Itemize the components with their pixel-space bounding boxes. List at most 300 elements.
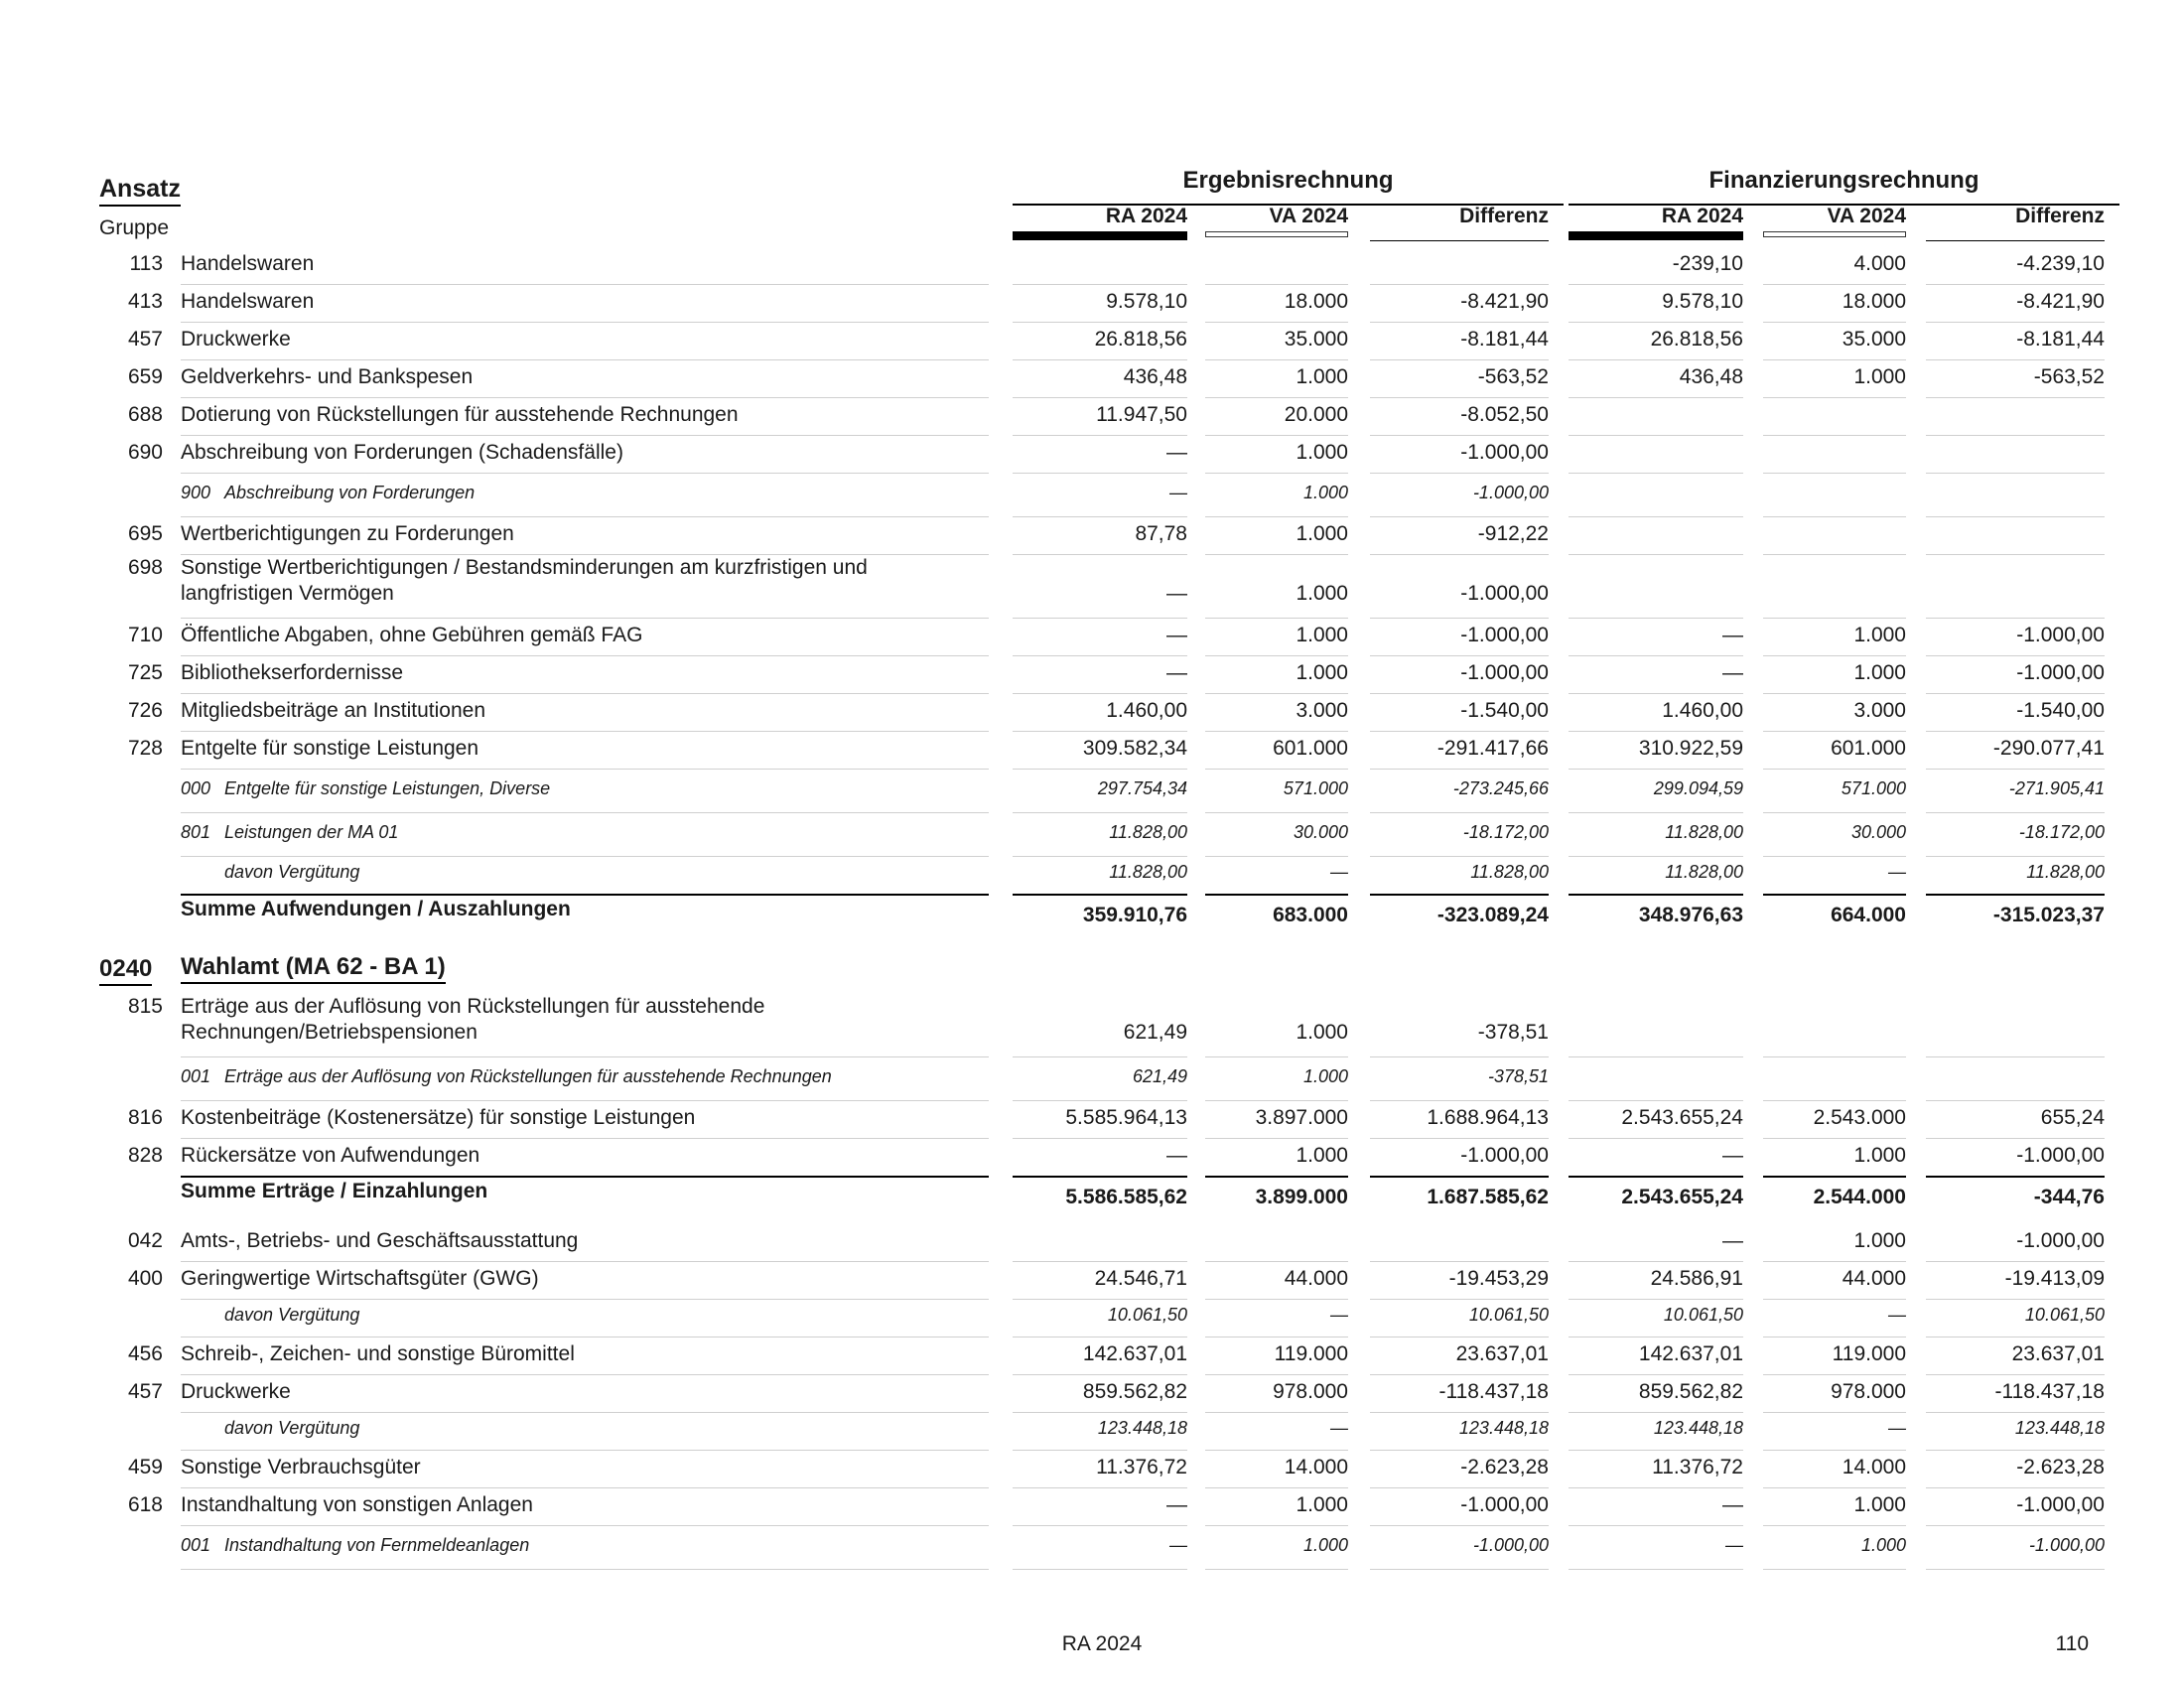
sub-code: 900	[181, 483, 211, 502]
row-label: Schreib-, Zeichen- und sonstige Büromittel	[181, 1342, 575, 1365]
row-separator	[1569, 655, 1743, 656]
row-code: 457	[127, 328, 163, 351]
row-separator	[1013, 1138, 1187, 1139]
value-cell: 4.000	[1853, 252, 1906, 275]
value-cell: 30.000	[1850, 822, 1906, 842]
row-separator	[1569, 812, 1743, 813]
row-separator	[1013, 693, 1187, 694]
value-cell: 2.543.655,24	[1621, 1106, 1743, 1129]
row-separator	[1763, 1569, 1906, 1570]
value-cell: 11.828,00	[1109, 862, 1187, 882]
row-separator	[1926, 769, 2105, 770]
row-separator	[1205, 856, 1348, 857]
row-separator	[1569, 359, 1743, 360]
row-label: Bibliothekserfordernisse	[181, 661, 404, 684]
row-separator	[1763, 435, 1906, 436]
row-separator	[181, 1487, 989, 1488]
row-code: 726	[127, 699, 163, 722]
sum-row	[0, 896, 2184, 943]
value-cell: 664.000	[1831, 904, 1906, 926]
row-separator	[1569, 769, 1743, 770]
row-separator	[1569, 1100, 1743, 1101]
value-cell: 2.543.000	[1813, 1106, 1906, 1129]
sub-code: 000	[181, 778, 211, 798]
table-row	[0, 1225, 2184, 1263]
row-separator	[181, 1374, 989, 1375]
value-cell: 142.637,01	[1082, 1342, 1187, 1365]
value-cell: 859.562,82	[1638, 1380, 1743, 1403]
value-cell: —	[1166, 441, 1187, 464]
value-cell: 11.828,00	[2026, 862, 2105, 882]
value-cell: -4.239,10	[2016, 252, 2105, 275]
row-separator	[1763, 812, 1906, 813]
diff-underline-f	[1926, 240, 2105, 241]
value-cell: 3.000	[1853, 699, 1906, 722]
value-cell: 297.754,34	[1097, 778, 1187, 798]
row-separator	[181, 284, 989, 285]
row-separator	[1926, 1569, 2105, 1570]
table-row	[0, 1414, 2184, 1452]
value-cell: 44.000	[1842, 1267, 1906, 1290]
section-label: Wahlamt (MA 62 - BA 1)	[181, 953, 446, 984]
row-separator	[1763, 1450, 1906, 1451]
value-cell: -18.172,00	[1462, 822, 1549, 842]
row-separator	[1926, 1138, 2105, 1139]
table-row	[0, 1452, 2184, 1489]
row-label: Rückersätze von Aufwendungen	[181, 1144, 480, 1167]
row-label: Abschreibung von Forderungen (Schadensfälle)	[181, 441, 623, 464]
row-label: Wertberichtigungen zu Forderungen	[181, 522, 514, 545]
row-code: 710	[127, 624, 163, 646]
row-separator	[1926, 473, 2105, 474]
value-cell: 601.000	[1273, 737, 1348, 760]
row-code: 815	[127, 995, 163, 1018]
table-row	[0, 556, 2184, 620]
value-cell: 1.000	[1853, 1229, 1906, 1252]
row-code: 456	[127, 1342, 163, 1365]
row-separator	[1205, 655, 1348, 656]
value-cell: —	[1725, 1535, 1743, 1555]
table-row	[0, 858, 2184, 896]
value-cell: 11.828,00	[1470, 862, 1549, 882]
row-code: 725	[127, 661, 163, 684]
row-separator	[1205, 618, 1348, 619]
row-separator	[1763, 1412, 1906, 1413]
value-cell: —	[1169, 1535, 1187, 1555]
col-va-2024-e: VA 2024	[1269, 205, 1348, 227]
value-cell: -1.000,00	[2016, 1229, 2105, 1252]
row-label: Amts-, Betriebs- und Geschäftsausstattung	[181, 1229, 579, 1252]
row-code: 695	[127, 522, 163, 545]
value-cell: 1.688.964,13	[1427, 1106, 1549, 1129]
table-row	[0, 324, 2184, 361]
row-separator	[1763, 1374, 1906, 1375]
value-cell: -118.437,18	[1994, 1380, 2105, 1403]
row-separator	[1205, 1374, 1348, 1375]
value-cell: 44.000	[1284, 1267, 1348, 1290]
row-separator	[1569, 618, 1743, 619]
row-label-cont: langfristigen Vermögen	[181, 582, 394, 605]
row-separator	[181, 473, 989, 474]
table-row	[0, 1140, 2184, 1178]
row-separator	[1013, 812, 1187, 813]
row-separator	[1370, 655, 1549, 656]
table-row	[0, 361, 2184, 399]
table-row	[0, 286, 2184, 324]
table-row	[0, 995, 2184, 1058]
col-differenz-f: Differenz	[2015, 205, 2105, 227]
value-cell: —	[1722, 624, 1743, 646]
value-cell: 5.586.585,62	[1065, 1186, 1187, 1208]
value-cell: -1.000,00	[1460, 582, 1549, 605]
row-separator	[1013, 397, 1187, 398]
row-separator	[181, 1412, 989, 1413]
row-label: davon Vergütung	[224, 862, 360, 882]
value-cell: 35.000	[1842, 328, 1906, 351]
row-code: 618	[127, 1493, 163, 1516]
row-separator	[181, 1336, 989, 1337]
value-cell: 1.000	[1296, 522, 1348, 545]
row-separator	[1205, 1487, 1348, 1488]
row-code: 113	[129, 252, 163, 275]
value-cell: 571.000	[1841, 778, 1906, 798]
value-cell: 1.000	[1296, 624, 1348, 646]
value-cell: 119.000	[1274, 1342, 1348, 1365]
row-separator	[1013, 1336, 1187, 1337]
row-separator	[1205, 1525, 1348, 1526]
value-cell: 2.544.000	[1813, 1186, 1906, 1208]
row-separator	[1013, 1412, 1187, 1413]
row-separator	[1926, 1299, 2105, 1300]
value-cell: -2.623,28	[2016, 1456, 2105, 1478]
row-separator	[1926, 1487, 2105, 1488]
value-cell: -1.000,00	[1460, 624, 1549, 646]
value-cell: 123.448,18	[1458, 1418, 1549, 1438]
value-cell: -1.000,00	[2016, 661, 2105, 684]
value-cell: 1.000	[1302, 1066, 1348, 1086]
value-cell: -1.000,00	[1472, 483, 1549, 502]
value-cell: 11.376,72	[1096, 1456, 1187, 1478]
row-separator	[1926, 397, 2105, 398]
row-label: Summe Aufwendungen / Auszahlungen	[181, 898, 571, 920]
row-separator	[1763, 359, 1906, 360]
row-separator	[1926, 322, 2105, 323]
row-separator	[1205, 1299, 1348, 1300]
ra-marker-f	[1569, 231, 1743, 240]
ra-marker-e	[1013, 231, 1187, 240]
row-separator	[1569, 322, 1743, 323]
row-separator	[1926, 435, 2105, 436]
row-code: 828	[127, 1144, 163, 1167]
row-separator	[1205, 473, 1348, 474]
row-separator	[1370, 618, 1549, 619]
row-separator	[1926, 1450, 2105, 1451]
row-separator	[1763, 284, 1906, 285]
value-cell: -8.052,50	[1460, 403, 1549, 426]
row-separator	[181, 618, 989, 619]
row-separator	[1013, 284, 1187, 285]
row-separator	[1013, 1569, 1187, 1570]
value-cell: 35.000	[1284, 328, 1348, 351]
value-cell: —	[1169, 483, 1187, 502]
value-cell: -118.437,18	[1438, 1380, 1549, 1403]
value-cell: 655,24	[2040, 1106, 2105, 1129]
row-separator	[181, 1299, 989, 1300]
ergebnisrechnung-title: Ergebnisrechnung	[1182, 167, 1394, 194]
value-cell: -8.421,90	[1460, 290, 1549, 313]
row-separator	[1926, 856, 2105, 857]
value-cell: 10.061,50	[2024, 1305, 2105, 1325]
value-cell: 26.818,56	[1650, 328, 1743, 351]
value-cell: 30.000	[1293, 822, 1348, 842]
value-cell: 11.828,00	[1109, 822, 1187, 842]
row-separator	[1763, 1487, 1906, 1488]
value-cell: -1.000,00	[1460, 1493, 1549, 1516]
row-label: Geringwertige Wirtschaftsgüter (GWG)	[181, 1267, 539, 1290]
row-separator	[1013, 1450, 1187, 1451]
gruppe-header: Gruppe	[99, 216, 170, 239]
value-cell: -1.000,00	[2016, 1493, 2105, 1516]
value-cell: 23.637,01	[1455, 1342, 1549, 1365]
row-separator	[1370, 812, 1549, 813]
value-cell: —	[1330, 862, 1348, 882]
row-separator	[181, 1138, 989, 1139]
value-cell: —	[1330, 1418, 1348, 1438]
table-row	[0, 1376, 2184, 1414]
row-code: 728	[127, 737, 163, 760]
col-ra-2024-e: RA 2024	[1105, 205, 1187, 227]
row-separator	[1205, 1569, 1348, 1570]
section-heading	[0, 943, 2184, 995]
row-separator	[1763, 1261, 1906, 1262]
row-separator	[1569, 473, 1743, 474]
row-separator	[1370, 516, 1549, 517]
row-separator	[1926, 1525, 2105, 1526]
row-separator	[1763, 618, 1906, 619]
value-cell: 571.000	[1283, 778, 1348, 798]
row-separator	[181, 1100, 989, 1101]
value-cell: -563,52	[2033, 365, 2105, 388]
value-cell: 1.460,00	[1662, 699, 1743, 722]
col-differenz-e: Differenz	[1459, 205, 1549, 227]
value-cell: —	[1166, 1144, 1187, 1167]
section-code: 0240	[99, 955, 152, 986]
row-separator	[1569, 1525, 1743, 1526]
row-separator	[1205, 554, 1348, 555]
row-separator	[181, 812, 989, 813]
value-cell: -8.421,90	[2016, 290, 2105, 313]
table-row	[0, 475, 2184, 518]
value-cell: 601.000	[1831, 737, 1906, 760]
value-cell: 14.000	[1284, 1456, 1348, 1478]
row-separator	[1205, 1336, 1348, 1337]
value-cell: -273.245,66	[1452, 778, 1549, 798]
value-cell: 11.947,50	[1096, 403, 1187, 426]
row-separator	[1205, 516, 1348, 517]
value-cell: 3.000	[1296, 699, 1348, 722]
row-separator	[1205, 1056, 1348, 1057]
row-separator	[1370, 731, 1549, 732]
row-separator	[1569, 1299, 1743, 1300]
row-label: Erträge aus der Auflösung von Rückstellungen für ausstehende Rechnungen	[224, 1066, 832, 1086]
row-separator	[1569, 435, 1743, 436]
value-cell: 1.000	[1853, 1144, 1906, 1167]
value-cell: -1.000,00	[2016, 624, 2105, 646]
row-separator	[1569, 1487, 1743, 1488]
row-separator	[1370, 359, 1549, 360]
row-separator	[1013, 618, 1187, 619]
row-separator	[1205, 1450, 1348, 1451]
value-cell: -563,52	[1477, 365, 1549, 388]
row-separator	[1926, 516, 2105, 517]
value-cell: 1.000	[1860, 1535, 1906, 1555]
row-code: 659	[127, 365, 163, 388]
row-separator	[1013, 1299, 1187, 1300]
row-separator	[1013, 322, 1187, 323]
row-separator	[181, 1525, 989, 1526]
row-separator	[1205, 769, 1348, 770]
table-row	[0, 695, 2184, 733]
row-separator	[1370, 769, 1549, 770]
row-separator	[1926, 284, 2105, 285]
row-label: Summe Erträge / Einzahlungen	[181, 1180, 488, 1202]
value-cell: -8.181,44	[1460, 328, 1549, 351]
row-separator	[1569, 397, 1743, 398]
row-separator	[1370, 1487, 1549, 1488]
row-separator	[181, 1056, 989, 1057]
value-cell: -8.181,44	[2016, 328, 2105, 351]
row-separator	[181, 1261, 989, 1262]
value-cell: 2.543.655,24	[1621, 1186, 1743, 1208]
row-code: 042	[127, 1229, 163, 1252]
row-separator	[1569, 1450, 1743, 1451]
row-separator	[181, 693, 989, 694]
row-separator	[1569, 856, 1743, 857]
row-separator	[1370, 473, 1549, 474]
table-row	[0, 1263, 2184, 1301]
row-separator	[1763, 554, 1906, 555]
row-separator	[1926, 655, 2105, 656]
value-cell: 20.000	[1284, 403, 1348, 426]
value-cell: 310.922,59	[1638, 737, 1743, 760]
row-separator	[1569, 1056, 1743, 1057]
value-cell: 1.000	[1853, 1493, 1906, 1516]
row-separator	[1569, 284, 1743, 285]
row-separator	[1205, 1412, 1348, 1413]
row-separator	[1926, 1261, 2105, 1262]
value-cell: —	[1330, 1305, 1348, 1325]
table-row	[0, 1527, 2184, 1571]
row-separator	[1763, 516, 1906, 517]
value-cell: 1.000	[1853, 624, 1906, 646]
table-row	[0, 771, 2184, 814]
row-separator	[1569, 731, 1743, 732]
row-separator	[1370, 1412, 1549, 1413]
row-label: Abschreibung von Forderungen	[224, 483, 476, 502]
row-separator	[1763, 1299, 1906, 1300]
value-cell: -271.905,41	[2008, 778, 2105, 798]
row-separator	[181, 322, 989, 323]
row-label: davon Vergütung	[224, 1305, 360, 1325]
value-cell: 1.000	[1296, 441, 1348, 464]
value-cell: —	[1722, 661, 1743, 684]
value-cell: 621,49	[1132, 1066, 1187, 1086]
row-separator	[1370, 397, 1549, 398]
value-cell: 436,48	[1679, 365, 1743, 388]
row-separator	[1763, 1138, 1906, 1139]
value-cell: 1.000	[1302, 1535, 1348, 1555]
row-separator	[1013, 655, 1187, 656]
va-marker-e	[1205, 231, 1348, 237]
row-separator	[181, 554, 989, 555]
value-cell: 1.000	[1296, 582, 1348, 605]
value-cell: -1.540,00	[1460, 699, 1549, 722]
row-label: Sonstige Verbrauchsgüter	[181, 1456, 421, 1478]
value-cell: 11.376,72	[1652, 1456, 1743, 1478]
value-cell: 9.578,10	[1106, 290, 1187, 313]
value-cell: 18.000	[1842, 290, 1906, 313]
row-separator	[1205, 359, 1348, 360]
row-separator	[1569, 516, 1743, 517]
col-ra-2024-f: RA 2024	[1661, 205, 1743, 227]
row-separator	[181, 856, 989, 857]
row-separator	[1013, 1100, 1187, 1101]
value-cell: -291.417,66	[1436, 737, 1549, 760]
value-cell: -1.000,00	[2016, 1144, 2105, 1167]
row-separator	[1926, 1056, 2105, 1057]
value-cell: 3.897.000	[1255, 1106, 1348, 1129]
value-cell: 978.000	[1831, 1380, 1906, 1403]
row-label: Sonstige Wertberichtigungen / Bestandsminderungen am kurzfristigen und	[181, 556, 868, 579]
value-cell: 1.000	[1853, 365, 1906, 388]
row-separator	[1013, 435, 1187, 436]
table-row	[0, 1338, 2184, 1376]
value-cell: -18.172,00	[2018, 822, 2105, 842]
value-cell: 18.000	[1284, 290, 1348, 313]
row-code: 698	[127, 556, 163, 579]
table-row	[0, 814, 2184, 858]
row-code: 400	[127, 1267, 163, 1290]
va-marker-f	[1763, 231, 1906, 237]
value-cell: 1.000	[1296, 1144, 1348, 1167]
row-separator	[1569, 1569, 1743, 1570]
value-cell: 10.061,50	[1468, 1305, 1549, 1325]
row-separator	[1370, 856, 1549, 857]
value-cell: -1.540,00	[2016, 699, 2105, 722]
value-cell: -1.000,00	[1460, 661, 1549, 684]
value-cell: 1.000	[1296, 365, 1348, 388]
value-cell: —	[1888, 1418, 1906, 1438]
value-cell: -1.000,00	[1472, 1535, 1549, 1555]
value-cell: -1.000,00	[1460, 441, 1549, 464]
value-cell: —	[1166, 1493, 1187, 1516]
row-label: Entgelte für sonstige Leistungen	[181, 737, 479, 760]
diff-underline-e	[1370, 240, 1549, 241]
table-row	[0, 1301, 2184, 1338]
value-cell: 9.578,10	[1662, 290, 1743, 313]
value-cell: -912,22	[1477, 522, 1549, 545]
row-label: Leistungen der MA 01	[224, 822, 399, 842]
row-label: Entgelte für sonstige Leistungen, Diverse	[224, 778, 551, 798]
row-separator	[1926, 1412, 2105, 1413]
row-code: 688	[127, 403, 163, 426]
value-cell: -344,76	[2033, 1186, 2105, 1208]
row-label: davon Vergütung	[224, 1418, 360, 1438]
value-cell: -2.623,28	[1460, 1456, 1549, 1478]
value-cell: 142.637,01	[1638, 1342, 1743, 1365]
row-separator	[1013, 1056, 1187, 1057]
row-separator	[1205, 284, 1348, 285]
